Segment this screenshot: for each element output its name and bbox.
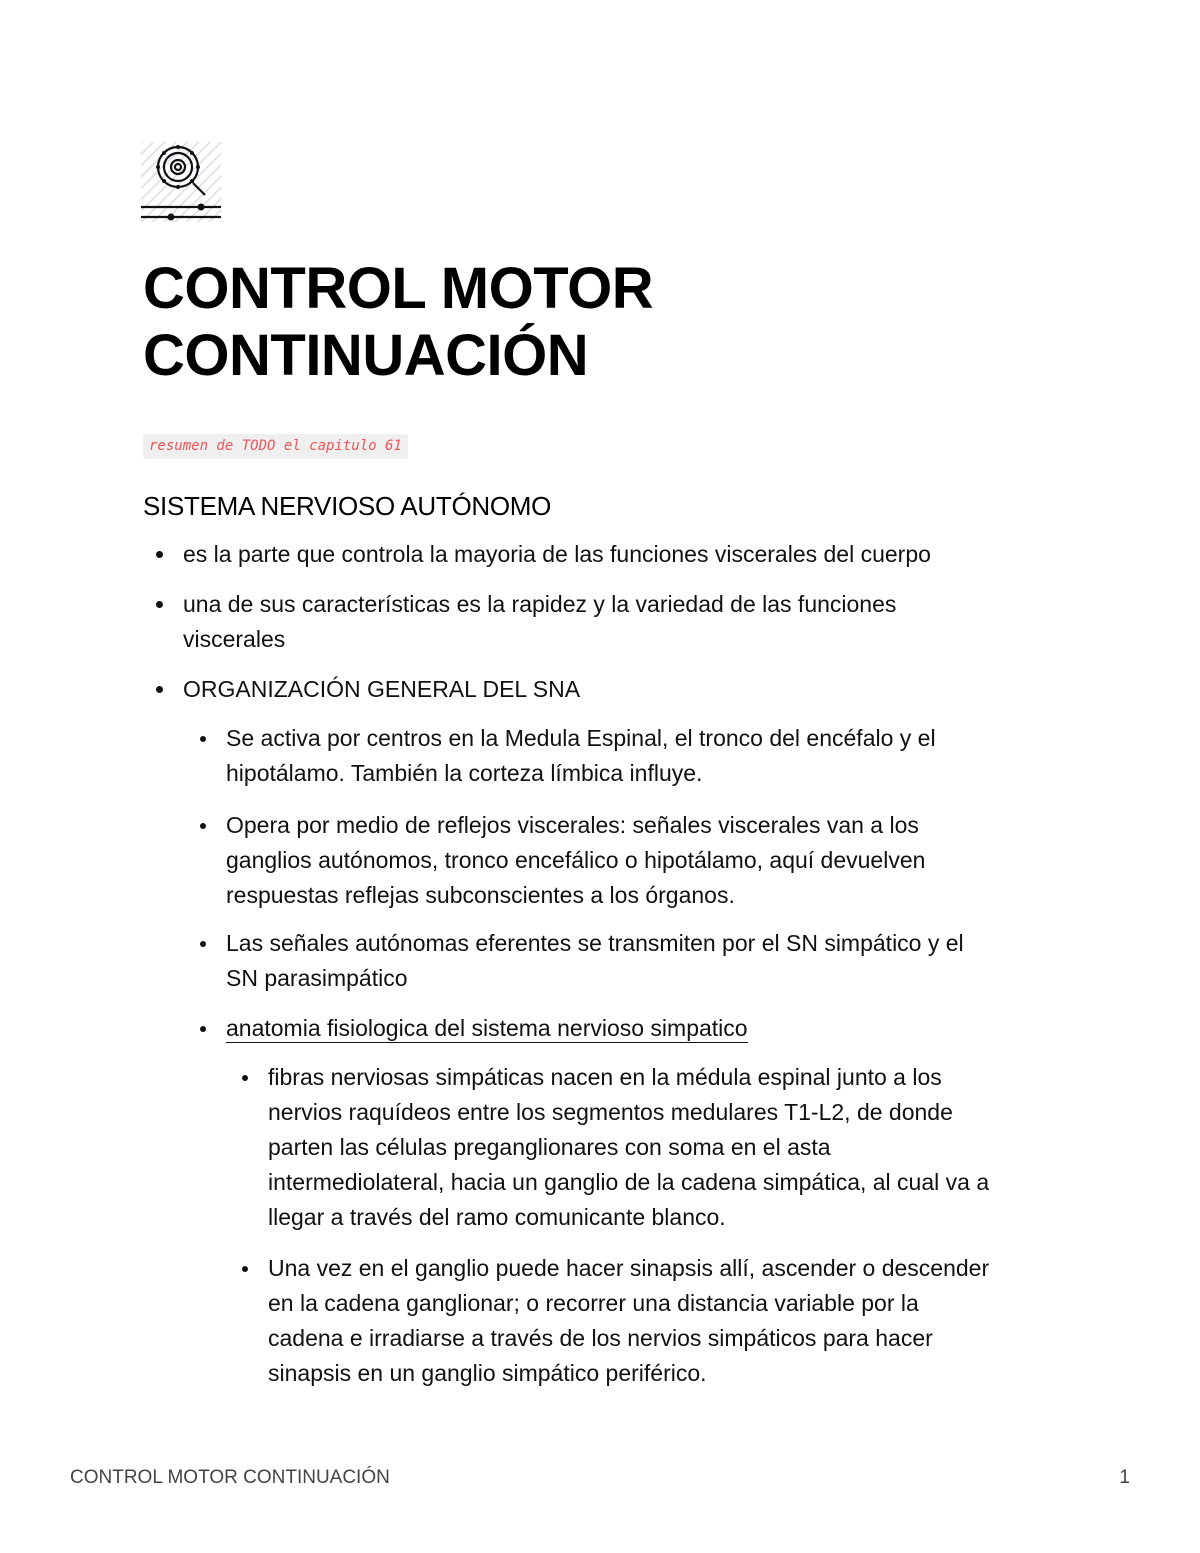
subsection-link[interactable]: anatomia fisiologica del sistema nervioso simpatico <box>226 1015 748 1041</box>
list-line: nervios raquídeos entre los segmentos medulares T1-L2, de donde <box>268 1099 953 1125</box>
bullet-icon <box>200 736 206 742</box>
bullet-icon <box>242 1266 248 1272</box>
list-line: fibras nerviosas simpáticas nacen en la médula espinal junto a los <box>268 1064 942 1090</box>
list-line: ORGANIZACIÓN GENERAL DEL SNA <box>183 676 581 702</box>
list-line: parten las células preganglionares con soma en el asta <box>268 1134 831 1160</box>
list-item <box>226 808 925 913</box>
list-line: es la parte que controla la mayoria de las funciones viscerales del cuerpo <box>183 541 931 567</box>
list-item <box>268 1060 989 1235</box>
bullet-icon <box>200 1026 206 1032</box>
list-item <box>226 1011 748 1046</box>
list-line: en la cadena ganglionar; o recorrer una distancia variable por la <box>268 1290 919 1316</box>
page-title <box>143 255 1063 389</box>
list-line: intermediolateral, hacia un ganglio de la cadena simpática, al cual va a <box>268 1169 990 1195</box>
bullet-icon <box>200 941 206 947</box>
bullet-icon <box>156 686 163 693</box>
footer-title: CONTROL MOTOR CONTINUACIÓN <box>70 1467 390 1488</box>
list-line: llegar a través del ramo comunicante blanco. <box>268 1204 726 1230</box>
list-line: sinapsis en un ganglio simpático periférico. <box>268 1360 707 1386</box>
list-line: Opera por medio de reflejos viscerales: señales viscerales van a los <box>226 812 919 838</box>
list-line: Se activa por centros en la Medula Espinal, el tronco del encéfalo y el <box>226 725 936 751</box>
list-line: respuestas reflejas subconscientes a los órganos. <box>226 882 735 908</box>
bullet-icon <box>156 551 163 558</box>
process-gear-icon <box>141 142 221 222</box>
bullet-icon <box>156 601 163 608</box>
title-line: CONTROL MOTOR <box>143 256 654 321</box>
list-line: una de sus características es la rapidez y la variedad de las funciones <box>183 591 897 617</box>
bullet-icon <box>242 1075 248 1081</box>
list-item <box>183 537 931 572</box>
list-line: hipotálamo. También la corteza límbica influye. <box>226 760 703 786</box>
page-number: 1 <box>1119 1467 1130 1488</box>
title-line: CONTINUACIÓN <box>143 323 589 388</box>
section-heading: SISTEMA NERVIOSO AUTÓNOMO <box>143 491 552 521</box>
list-item <box>183 587 896 657</box>
list-item <box>226 721 936 791</box>
list-item <box>226 926 964 996</box>
list-line: Una vez en el ganglio puede hacer sinapsis allí, ascender o descender <box>268 1255 990 1281</box>
list-line: ganglios autónomos, tronco encefálico o hipotálamo, aquí devuelven <box>226 847 926 873</box>
inline-code: resumen de TODO el capitulo 61 <box>143 434 408 459</box>
list-item <box>268 1251 989 1391</box>
list-line: Las señales autónomas eferentes se transmiten por el SN simpático y el <box>226 930 964 956</box>
list-line: cadena e irradiarse a través de los nervios simpáticos para hacer <box>268 1325 933 1351</box>
bullet-icon <box>200 823 206 829</box>
list-item <box>183 672 580 707</box>
list-line: SN parasimpático <box>226 965 408 991</box>
list-line: viscerales <box>183 626 286 652</box>
